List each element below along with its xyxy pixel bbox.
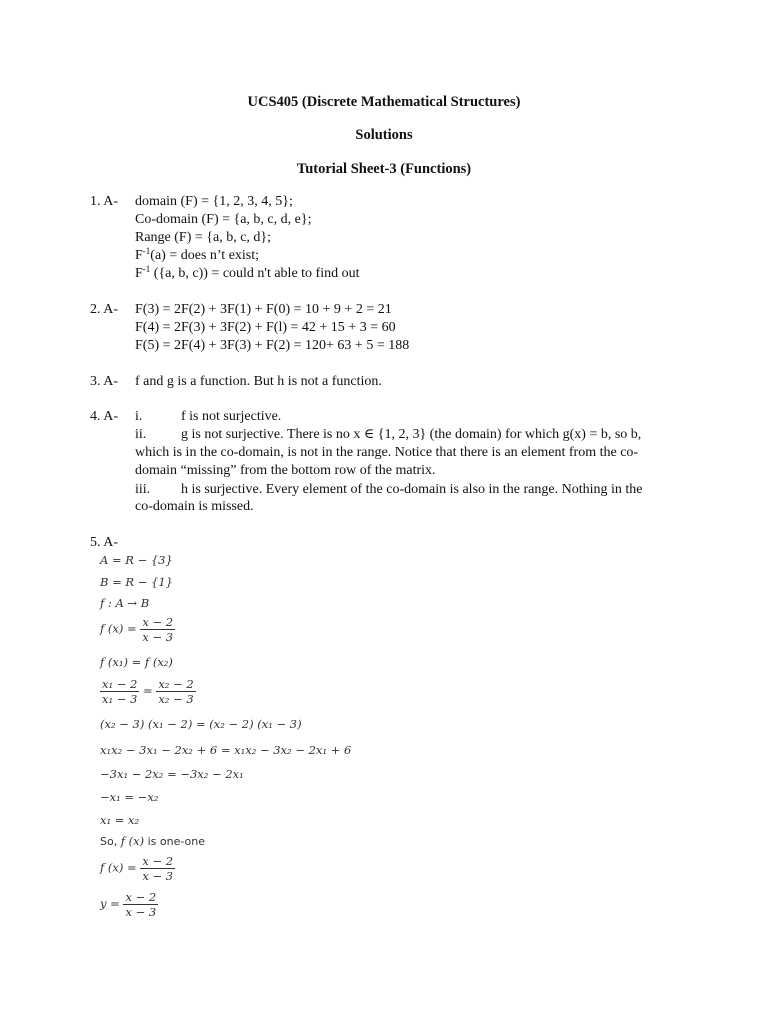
q3-label: 3. A- [90,374,118,389]
sheet-title: Tutorial Sheet-3 (Functions) [296,161,472,177]
q5-mapping: f : A → B [100,596,150,610]
q5-simplify-2: −x₁ = −x₂ [100,790,159,804]
q5-label: 5. A- [90,535,118,550]
fraction: $\frac{x - 2}{x - 3}$ [142,615,174,644]
solutions-heading: Solutions [355,127,413,143]
q5-function-def: f (x) = $\frac{x - 2}{x - 3}$ [100,615,174,644]
q4-iii-number: iii. [135,482,151,497]
q5-conclusion: So, f (x) is one-one [100,834,205,848]
q1-domain: domain (F) = {1, 2, 3, 4, 5}; [135,194,293,209]
q4-label: 4. A- [90,409,118,424]
q2-line-2: F(4) = 2F(3) + 3F(2) + F(l) = 42 + 15 + 3 = 60 [135,320,396,335]
q1-codomain: Co-domain (F) = {a, b, c, d, e}; [135,212,312,227]
q5-set-a: A = R − {3} [100,553,173,567]
q1-inverse-a: $F^{-1}(a)$ = does n’t exist; [135,246,260,263]
q4-ii-text-3: domain “missing” from the bottom row of the matrix. [135,463,436,478]
q5-cross-multiply: (x₂ − 3) (x₁ − 2) = (x₂ − 2) (x₁ − 3) [100,717,302,731]
q5-y-def: y = $\frac{x - 2}{x - 3}$ [100,890,157,919]
q5-expand: x₁x₂ − 3x₁ − 2x₂ + 6 = x₁x₂ − 3x₂ − 2x₁ + 6 [100,743,352,757]
q2-label: 2. A- [90,302,118,317]
q4-ii-text-1: g is not surjective. There is no x ∈ {1, 2, 3} (the domain) for which g(x) = b, so b, [181,427,642,442]
q4-i-text: f is not surjective. [181,409,282,424]
q1-range: Range (F) = {a, b, c, d}; [135,230,272,245]
q5-function-def-2: f (x) = $\frac{x - 2}{x - 3}$ [100,854,174,883]
q4-iii-text-1: h is surjective. Every element of the co-domain is also in the range. Nothing in the [181,482,643,497]
q2-line-1: F(3) = 2F(2) + 3F(1) + F(0) = 10 + 9 + 2 = 21 [135,302,392,317]
q4-ii-text-2: which is in the co-domain, is not in the range. Notice that there is an element from the co- [135,445,639,460]
q5-injective-assumption: f (x₁) = f (x₂) [100,655,173,669]
q5-simplify-1: −3x₁ − 2x₂ = −3x₂ − 2x₁ [100,767,244,781]
q3-text: f and g is a function. But h is not a function. [135,374,382,389]
q4-iii-text-2: co-domain is missed. [135,499,254,514]
q4-i-number: i. [135,409,143,424]
q4-ii-number: ii. [135,427,147,442]
q1-label: 1. A- [90,194,118,209]
course-title: UCS405 (Discrete Mathematical Structures) [247,94,521,110]
q1-inverse-set: $F^{-1}$ ({a, b, c)) = could n't able to find out [135,264,360,281]
q5-simplify-3: x₁ = x₂ [100,813,140,827]
q5-set-b: B = R − {1} [100,575,173,589]
q5-ratio-equation: $\frac{\text{x₁ − 2}}{\text{x₁ − 3}}$ = $\frac{\text{x₂ − 2}}{\text{x₂ − 3}}$ [102,677,194,706]
q2-line-3: F(5) = 2F(4) + 3F(3) + F(2) = 120+ 63 + 5 = 188 [135,338,410,353]
